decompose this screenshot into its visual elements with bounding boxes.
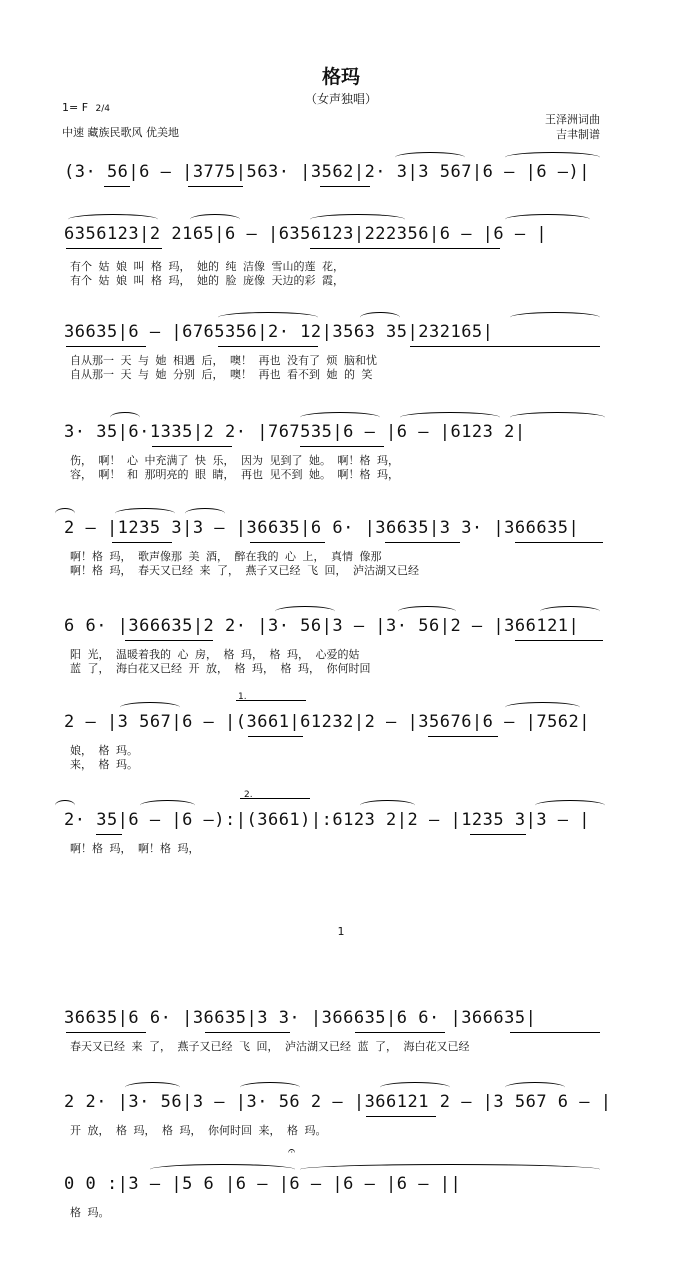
- slur: [150, 1164, 295, 1175]
- beam: [410, 346, 600, 347]
- slur: [398, 606, 456, 617]
- slur: [115, 508, 175, 519]
- slur: [510, 312, 600, 323]
- slur: [535, 800, 605, 811]
- slur: [190, 214, 240, 225]
- notation-line: 0 0 :|3 — |5 6 |6 — |6 — |6 — |6 — ||: [64, 1174, 462, 1194]
- notation-line: 6 6· |366635|2 2· |3· 56|3 — |3· 56|2 — |366121|: [64, 616, 580, 636]
- slur: [125, 1082, 180, 1093]
- beam: [188, 186, 243, 187]
- beam: [470, 834, 526, 835]
- slur: [185, 508, 225, 519]
- slur: [505, 214, 590, 225]
- slur: [510, 412, 605, 423]
- beam: [300, 446, 384, 447]
- song-title: 格玛: [321, 66, 360, 88]
- beam: [320, 186, 370, 187]
- slur: [540, 606, 600, 617]
- lyricist-composer: 王泽洲词曲: [545, 113, 600, 126]
- notation-line: 2 — |3 567|6 — |(3661|61232|2 — |35676|6 — |7562|: [64, 712, 591, 732]
- beam: [66, 346, 146, 347]
- lyric-line-1: 有个 姑 娘 叫 格 玛， 她的 纯 洁像 雪山的莲 花，: [70, 260, 344, 273]
- beam: [205, 1032, 290, 1033]
- beam: [66, 248, 162, 249]
- beam: [152, 446, 232, 447]
- slur: [360, 800, 415, 811]
- beam: [112, 542, 172, 543]
- slur: [505, 1082, 565, 1093]
- slur: [380, 1082, 450, 1093]
- notation-line: 2 2· |3· 56|3 — |3· 56 2 — |366121 2 — |3 567 6 — |: [64, 1092, 612, 1112]
- beam: [515, 640, 603, 641]
- slur: [110, 412, 140, 423]
- lyric-line-1: 格 玛。: [70, 1206, 110, 1219]
- slur: [140, 800, 195, 811]
- slur: [218, 312, 318, 323]
- slur: [400, 412, 500, 423]
- notation-line: 2· 35|6 — |6 —):|(3661)|:6123 2|2 — |1235 3|3 — |: [64, 810, 591, 830]
- page-number: 1: [337, 925, 345, 938]
- slur: [300, 412, 380, 423]
- beam: [510, 1032, 600, 1033]
- volta-2-label: 2.: [244, 790, 253, 800]
- beam: [66, 1032, 146, 1033]
- lyric-line-2: 啊！格 玛， 春天又已经 来 了， 燕子又已经 飞 回， 泸沽湖又已经: [70, 564, 419, 577]
- slur: [55, 800, 75, 811]
- notation-line: 3· 35|6·1335|2 2· |767535|6 — |6 — |6123 2|: [64, 422, 526, 442]
- time-signature: 2/4: [95, 104, 111, 114]
- beam: [250, 542, 325, 543]
- beam: [310, 248, 500, 249]
- fermata-icon: 𝄐: [288, 1144, 296, 1159]
- lyric-line-1: 开 放， 格 玛， 格 玛， 你何时回 来， 格 玛。: [70, 1124, 327, 1137]
- arranger: 吉聿制谱: [556, 128, 600, 141]
- key-label: 1= F: [62, 101, 89, 114]
- slur: [240, 1082, 300, 1093]
- lyric-line-1: 春天又已经 来 了， 燕子又已经 飞 回， 泸沽湖又已经 蓝 了， 海白花又已经: [70, 1040, 470, 1053]
- lyric-line-2: 自从那一 天 与 她 分别 后， 噢！ 再也 看不到 她 的 笑: [70, 368, 373, 381]
- lyric-line-2: 来， 格 玛。: [70, 758, 138, 771]
- lyric-line-1: 啊！格 玛， 歌声像那 美 酒， 醉在我的 心 上， 真情 像那: [70, 550, 382, 563]
- beam: [125, 640, 213, 641]
- lyric-line-1: 伤， 啊！ 心 中充满了 快 乐， 因为 见到了 她。 啊！格 玛，: [70, 454, 399, 467]
- song-subtitle: （女声独唱）: [304, 92, 377, 106]
- lyric-line-1: 自从那一 天 与 她 相遇 后， 噢！ 再也 没有了 烦 脑和忧: [70, 354, 377, 367]
- notation-line: 6356123|2 2165|6 — |6356123|222356|6 — |6 — |: [64, 224, 548, 244]
- lyric-line-2: 容， 啊！ 和 那明亮的 眼 睛， 再也 见不到 她。 啊！格 玛，: [70, 468, 399, 481]
- lyric-line-1: 啊！格 玛， 啊！格 玛，: [70, 842, 200, 855]
- lyric-line-2: 有个 姑 娘 叫 格 玛， 她的 脸 庞像 天边的彩 霞，: [70, 274, 344, 287]
- slur: [300, 1164, 600, 1175]
- slur: [310, 214, 405, 225]
- notation-line: 36635|6 6· |36635|3 3· |366635|6 6· |366635|: [64, 1008, 537, 1028]
- volta-1-label: 1.: [238, 692, 247, 702]
- beam: [355, 1032, 445, 1033]
- slur: [395, 152, 465, 163]
- slur: [275, 606, 335, 617]
- beam: [218, 346, 318, 347]
- notation-line: 2 — |1235 3|3 — |36635|6 6· |36635|3 3· |366635|: [64, 518, 580, 538]
- beam: [385, 542, 460, 543]
- lyric-line-1: 阳 光， 温暖着我的 心 房， 格 玛， 格 玛， 心爱的姑: [70, 648, 360, 661]
- key-signature: [62, 101, 110, 114]
- notation-line: 36635|6 — |6765356|2· 12|3563 35|232165|: [64, 322, 494, 342]
- notation-line: (3· 56|6 — |3775|563· |3562|2· 3|3 567|6 — |6 —)|: [64, 162, 591, 182]
- volta-bracket: [236, 700, 306, 701]
- volta-bracket: [240, 798, 310, 799]
- slur: [55, 508, 75, 519]
- beam: [248, 736, 303, 737]
- slur: [505, 152, 600, 163]
- tempo-marking: 中速 藏族民歌风 优美地: [62, 126, 179, 139]
- slur: [120, 702, 180, 713]
- lyric-line-2: 蓝 了， 海白花又已经 开 放， 格 玛， 格 玛， 你何时回: [70, 662, 371, 675]
- lyric-line-1: 娘， 格 玛。: [70, 744, 138, 757]
- beam: [515, 542, 603, 543]
- beam: [428, 736, 498, 737]
- slur: [68, 214, 158, 225]
- beam: [366, 1116, 436, 1117]
- slur: [360, 312, 400, 323]
- slur: [505, 702, 580, 713]
- beam: [104, 186, 130, 187]
- beam: [96, 834, 122, 835]
